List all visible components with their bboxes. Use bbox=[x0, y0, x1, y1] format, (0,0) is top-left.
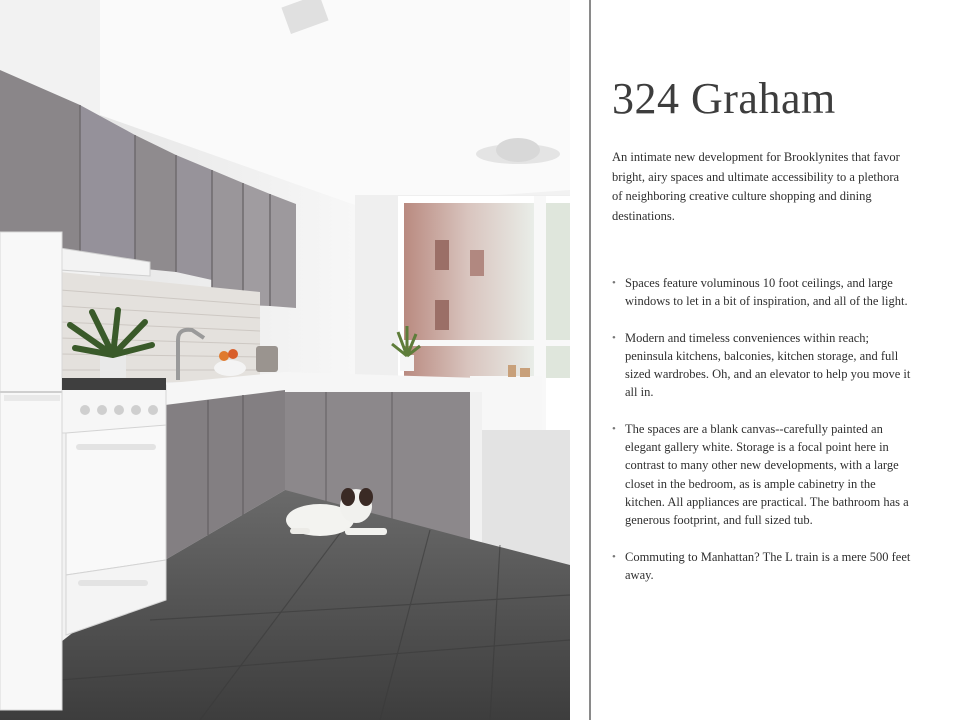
feature-text: Spaces feature voluminous 10 foot ceilings, and large windows to let in a bit of inspiration, and all of the light. bbox=[625, 276, 908, 309]
feature-text: Commuting to Manhattan? The L train is a mere 500 feet away. bbox=[625, 549, 911, 582]
property-title: 324 Graham bbox=[612, 74, 836, 123]
feature-text: The spaces are a blank canvas--carefully painted an elegant gallery white. Storage is a focal point here in contrast to many other new developments, with a large closet in the bedroom, as is ample cabinetry in the kitchen. All appliances are practical. The bathroom has a generous footprint, and full sized tub. bbox=[625, 421, 909, 528]
bullet-icon: • bbox=[612, 422, 616, 435]
feature-text: Modern and timeless conveniences within reach; peninsula kitchens, balconies, kitchen storage, and full sized wardrobes. Oh, and an elevator to help you move it all in. bbox=[625, 330, 911, 400]
bullet-icon: • bbox=[612, 277, 616, 289]
feature-item-blank-canvas bbox=[612, 420, 912, 530]
feature-list bbox=[612, 274, 912, 602]
bullet-icon: • bbox=[612, 550, 616, 563]
property-intro: An intimate new development for Brooklynites that favor bright, airy spaces and ultimate accessibility to a plethora of neighboring creative culture shopping and dining destinations. bbox=[612, 150, 900, 223]
feature-item-ceilings bbox=[612, 274, 912, 311]
feature-item-conveniences bbox=[612, 329, 912, 402]
bullet-icon: • bbox=[612, 331, 616, 344]
feature-item-commute bbox=[612, 548, 912, 585]
listing-text-panel bbox=[591, 0, 960, 720]
